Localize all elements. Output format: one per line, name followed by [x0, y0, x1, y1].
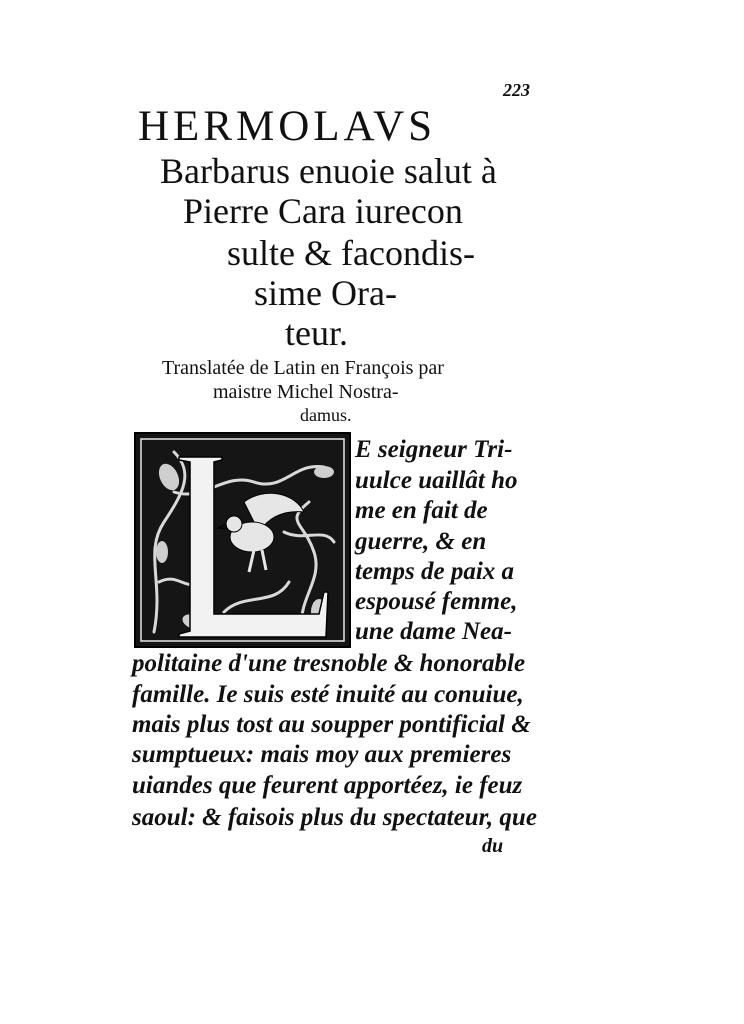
- title-heading: HERMOLAVS: [138, 103, 437, 150]
- body-line-8: politaine d'une tresnoble & honorable: [132, 650, 526, 677]
- body-line-13: saoul: & faisois plus du spectateur, que: [132, 804, 537, 831]
- title-line-4: sime Ora-: [254, 273, 397, 313]
- body-line-7: une dame Nea-: [355, 618, 512, 645]
- body-line-4: guerre, & en: [355, 528, 487, 555]
- title-line-5: teur.: [285, 313, 348, 353]
- body-line-10: mais plus tost au soupper pontificial &: [132, 711, 531, 738]
- page-number: 223: [503, 80, 530, 100]
- title-line-2: Pierre Cara iurecon: [183, 191, 463, 231]
- title-line-1: Barbarus enuoie salut à: [160, 151, 497, 191]
- body-line-6: espousé femme,: [355, 588, 518, 615]
- body-line-3: me en fait de: [355, 497, 488, 524]
- subtitle-line-1: Translatée de Latin en François par: [162, 357, 444, 379]
- body-line-5: temps de paix a: [355, 558, 515, 585]
- catchword: du: [482, 835, 504, 857]
- body-line-2: uulce uaillât ho: [355, 467, 518, 494]
- decorated-initial: [134, 432, 351, 648]
- ornament-woodcut-icon: [134, 432, 351, 648]
- subtitle-line-2: maistre Michel Nostra-: [213, 381, 399, 403]
- subtitle-line-3: damus.: [300, 405, 352, 425]
- body-line-11: sumptueux: mais moy aux premieres: [132, 741, 512, 768]
- title-line-3: sulte & facondis-: [227, 233, 475, 273]
- body-line-12: uiandes que feurent apportéez, ie feuz: [132, 772, 523, 799]
- body-line-9: famille. Ie suis esté inuité au conuiue,: [132, 681, 524, 708]
- body-line-1: E seigneur Tri-: [355, 436, 513, 463]
